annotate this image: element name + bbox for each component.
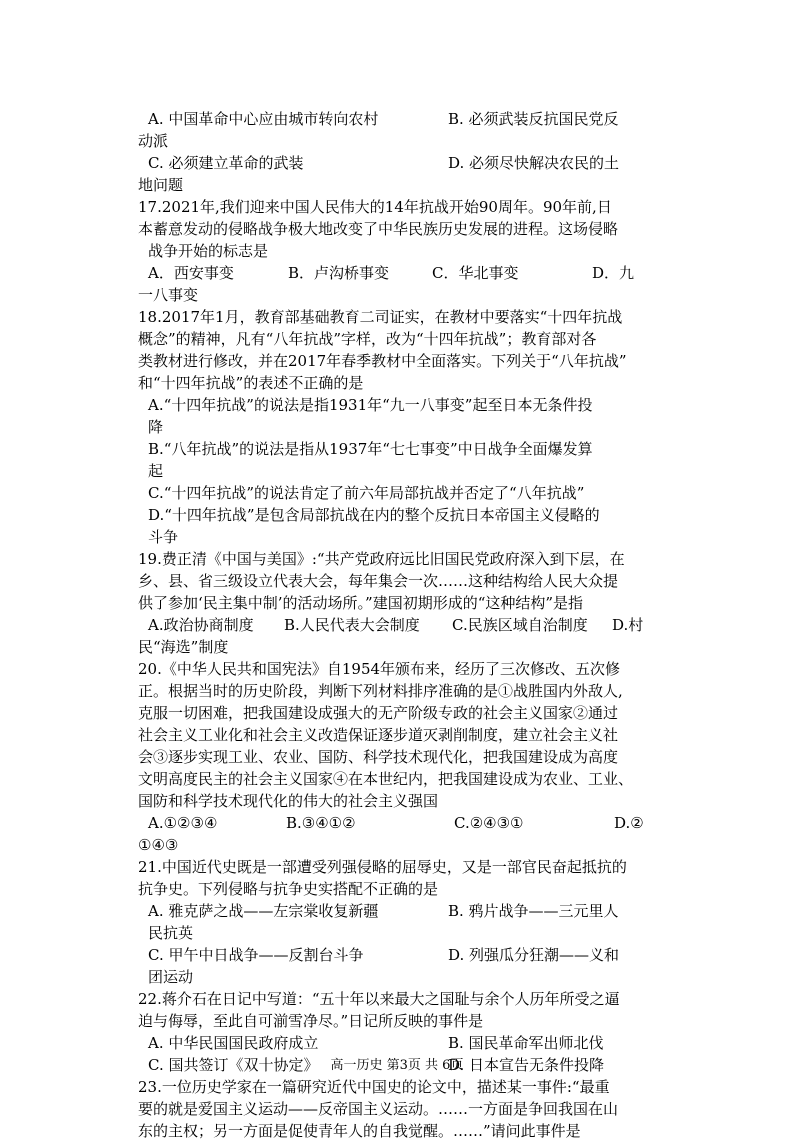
q19-stem-line1: 19.费正清《中国与美国》:“共产党政府远比旧国民党政府深入到下层，在 [138, 550, 625, 568]
q20-option-c: C.②④③① [454, 814, 524, 832]
q22-stem-line1: 22.蒋介石在日记中写道：“五十年以来最大之国耻与余个人历年所受之逼 [138, 990, 620, 1008]
q19-option-d-cont: 民“海选”制度 [138, 638, 229, 656]
q17-option-d: D．九 [592, 264, 635, 282]
page-footer: 高一历史 第3页 共 6页 [330, 1058, 464, 1073]
q20-option-b: B.③④①② [286, 814, 356, 832]
q18-option-c: C.“十四年抗战”的说法肯定了前六年局部抗战并否定了“八年抗战” [148, 484, 585, 502]
q17-stem-line2: 本蓄意发动的侵略战争极大地改变了中华民族历史发展的进程。这场侵略 [138, 220, 619, 238]
q18-option-a-cont: 降 [148, 418, 164, 436]
q18-option-d-cont: 斗争 [148, 528, 179, 546]
q16-option-c: C. 必须建立革命的武装 [148, 154, 304, 172]
q18-option-d: D.“十四年抗战”是包含局部抗战在内的整个反抗日本帝国主义侵略的 [148, 506, 600, 524]
q20-stem-line3: 克服一切困难，把我国建设成强大的无产阶级专政的社会主义国家②通过 [138, 704, 619, 722]
q20-stem-line2: 正。根据当时的历史阶段，判断下列材料排序准确的是①战胜国内外敌人, [138, 682, 623, 700]
q19-option-b: B.人民代表大会制度 [284, 616, 420, 634]
q19-stem-line3: 供了参加‘民主集中制’的活动场所。”建国初期形成的“这种结构”是指 [138, 594, 584, 612]
q22-option-c: C. 国共签订《双十协定》 [148, 1056, 319, 1074]
q16-option-d-cont: 地问题 [138, 176, 184, 194]
q18-option-a: A.“十四年抗战”的说法是指1931年“九一八事变”起至日本无条件投 [148, 396, 593, 414]
q17-option-a: A．西安事变 [148, 264, 234, 282]
q22-option-d: D. 日本宣告无条件投降 [448, 1056, 605, 1074]
q17-stem-line1: 17.2021年,我们迎来中国人民伟大的14年抗战开始90周年。90年前,日 [138, 198, 612, 216]
q21-options-row1 [138, 900, 666, 922]
q21-stem-line2: 抗争史。下列侵略与抗争史实搭配不正确的是 [138, 880, 439, 898]
q20-stem-line5: 会③逐步实现工业、农业、国防、科学技术现代化，把我国建设成为高度 [138, 748, 619, 766]
q17-options [138, 262, 666, 284]
q19-stem-line2: 乡、县、省三级设立代表大会，每年集会一次……这种结构给人民大众提 [138, 572, 619, 590]
q16-options-row2 [138, 152, 666, 174]
q22-stem-line2: 迫与侮辱，至此自可湔雪净尽。”日记所反映的事件是 [138, 1012, 484, 1030]
q22-option-b: B. 国民革命军出师北伐 [448, 1034, 604, 1052]
q16-option-d: D. 必须尽快解决农民的土 [448, 154, 620, 172]
q16-option-b: B. 必须武装反抗国民党反 [448, 110, 619, 128]
q17-option-d-cont: 一八事变 [138, 286, 199, 304]
q23-stem-line1: 23.一位历史学家在一篇研究近代中国史的论文中，描述某一事件:“最重 [138, 1078, 610, 1096]
q16-option-b-cont: 动派 [138, 132, 169, 150]
q22-options-row1 [138, 1032, 666, 1054]
q20-option-d-cont: ①④③ [138, 836, 179, 854]
q20-stem-line1: 20.《中华人民共和国宪法》自1954年颁布来，经历了三次修改、五次修 [138, 660, 621, 678]
q18-stem-line4: 和“十四年抗战”的表述不正确的是 [138, 374, 364, 392]
q19-options [138, 614, 666, 636]
q23-stem-line2: 要的就是爱国主义运动——反帝国主义运动。……一方面是争回我国在山 [138, 1100, 619, 1118]
q16-options-row1 [138, 108, 666, 130]
q18-stem-line2: 概念”的精神，凡有“八年抗战”字样，改为“十四年抗战”；教育部对各 [138, 330, 597, 348]
q17-option-c: C．华北事变 [432, 264, 519, 282]
q20-options [138, 812, 666, 834]
q20-stem-line4: 社会主义工业化和社会主义改造保证逐步道灭剥削制度，建立社会主义社 [138, 726, 619, 744]
q21-option-a: A. 雅克萨之战——左宗棠收复新疆 [148, 902, 379, 920]
q20-stem-line7: 国防和科学技术现代化的伟大的社会主义强国 [138, 792, 439, 810]
q21-stem-line1: 21.中国近代史既是一部遭受列强侵略的屈辱史，又是一部官民奋起抵抗的 [138, 858, 627, 876]
q20-option-a: A.①②③④ [148, 814, 218, 832]
q18-stem-line3: 类教材进行修改，并在2017年春季教材中全面落实。下列关于“八年抗战” [138, 352, 627, 370]
q18-stem-line1: 18.2017年1月，教育部基础教育二司证实，在教材中要落实“十四年抗战 [138, 308, 623, 326]
q21-options-row2 [138, 944, 666, 966]
q21-option-d-cont: 团运动 [148, 968, 194, 986]
q21-option-b: B. 鸦片战争——三元里人 [448, 902, 619, 920]
q21-option-b-cont: 民抗英 [148, 924, 194, 942]
q17-option-b: B．卢沟桥事变 [288, 264, 390, 282]
q17-stem-line3: 战争开始的标志是 [148, 242, 269, 260]
q22-option-a: A. 中华民国国民政府成立 [148, 1034, 319, 1052]
q20-option-d: D.② [614, 814, 644, 832]
q21-option-c: C. 甲午中日战争——反割台斗争 [148, 946, 364, 964]
q20-stem-line6: 文明高度民主的社会主义国家④在本世纪内，把我国建设成为农业、工业、 [138, 770, 634, 788]
q23-stem-line3: 东的主权；另一方面是促使青年人的自我觉醒。……”请问此事件是 [138, 1122, 581, 1140]
q16-option-a: A. 中国革命中心应由城市转向农村 [148, 110, 379, 128]
q21-option-d: D. 列强瓜分狂潮——义和 [448, 946, 620, 964]
q18-option-b-cont: 起 [148, 462, 164, 480]
q19-option-a: A.政治协商制度 [148, 616, 254, 634]
q18-option-b: B.“八年抗战”的说法是指从1937年“七七事变”中日战争全面爆发算 [148, 440, 593, 458]
exam-page [138, 108, 666, 1142]
q19-option-c: C.民族区域自治制度 [452, 616, 588, 634]
q19-option-d: D.村 [612, 616, 644, 634]
